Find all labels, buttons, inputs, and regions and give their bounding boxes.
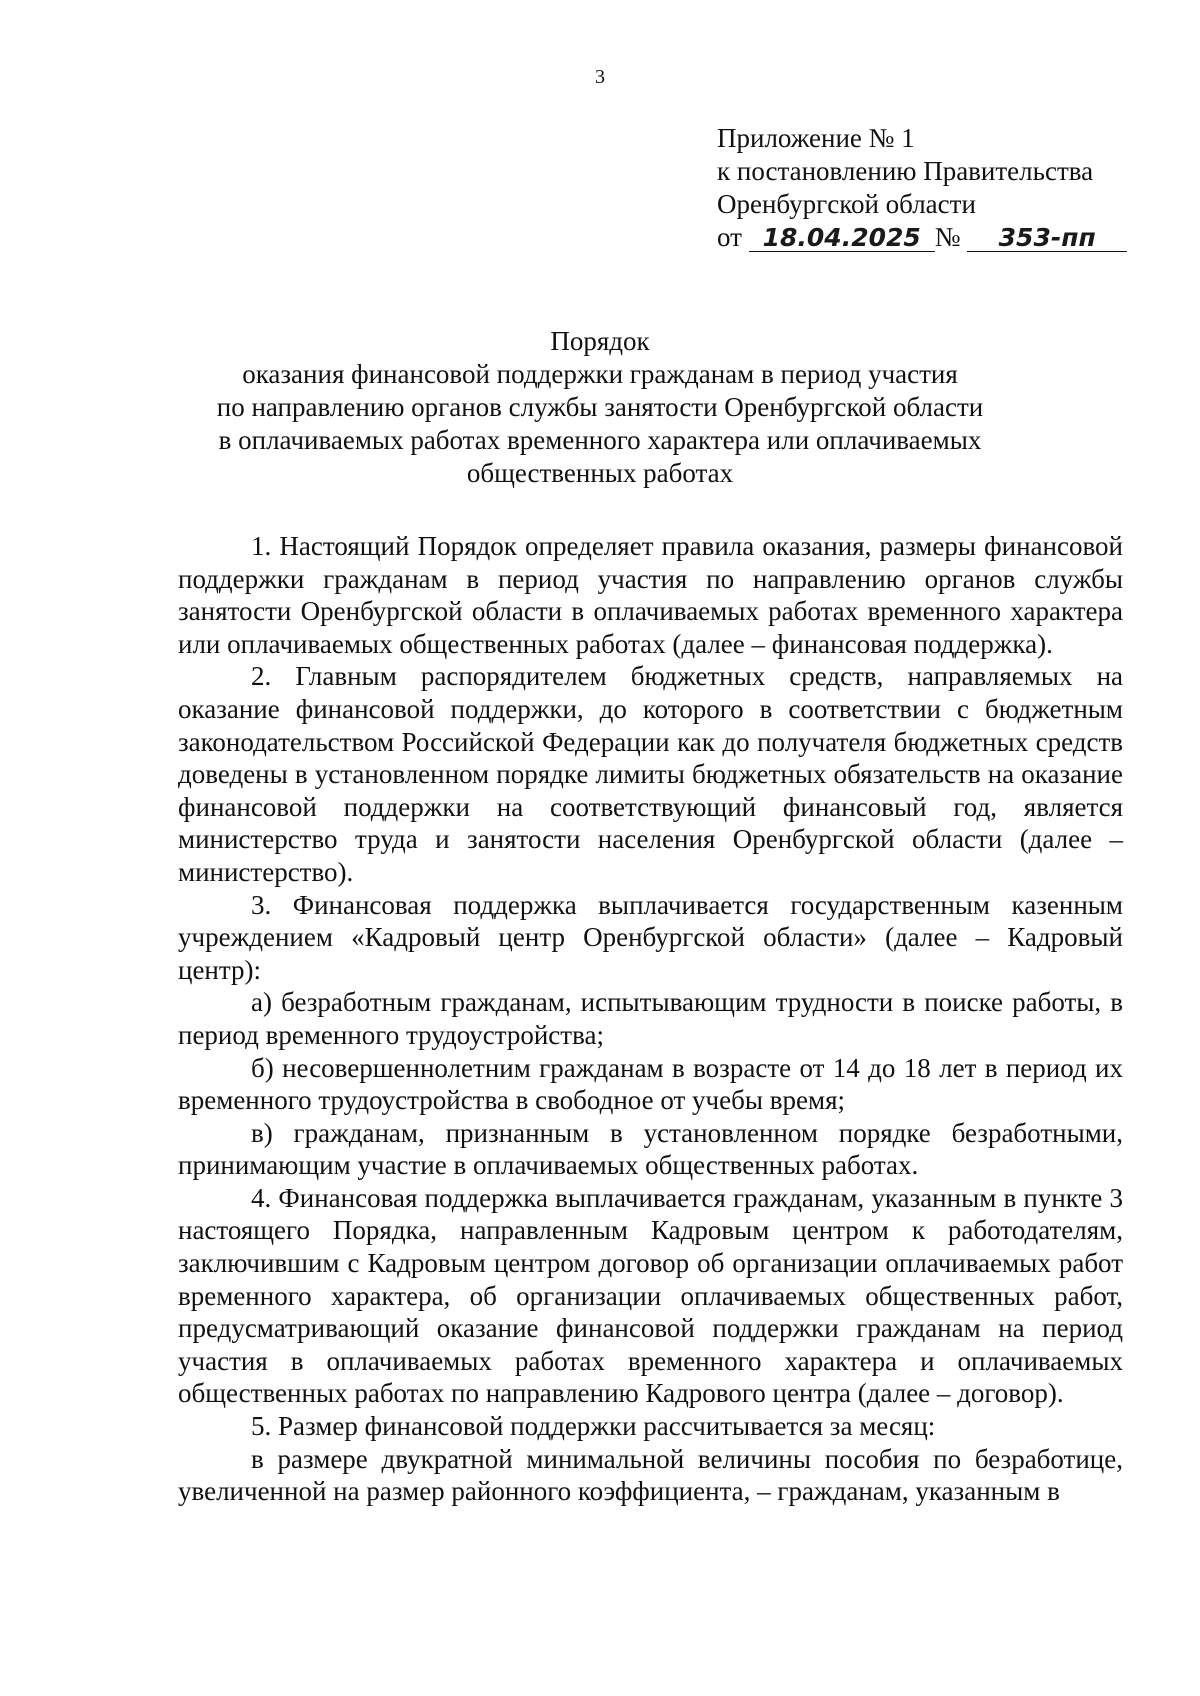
document-body (178, 530, 1123, 1508)
document-title (0, 325, 1200, 490)
paragraph-4: 4. Финансовая поддержка выплачивается гражданам, указанным в пункте 3 настоящего Порядка, направленным Кадровым центром к работодателям, заключившим с Кадровым центром договор об организации оплачиваемых работ временного характера, об организации оплачиваемых общественных работ, предусматривающий оказание финансовой поддержки гражданам на период участия в оплачиваемых работах временного характера и оплачиваемых общественных работах по направлению Кадрового центра (далее – договор). (178, 1182, 1123, 1409)
paragraph-5: 5. Размер финансовой поддержки рассчитывается за месяц: (251, 1411, 936, 1442)
handwritten-date: 18.04.2025 (749, 225, 935, 252)
title-line-3: в оплачиваемых работах временного характера или оплачиваемых (218, 425, 982, 455)
page-number: 3 (595, 66, 605, 88)
paragraph-1: 1. Настоящий Порядок определяет правила оказания, размеры финансовой поддержки гражданам в период участия по направлению органов службы занятости Оренбургской области в оплачиваемых работах временного характера или оплачиваемых общественных работах (далее – финансовая поддержка). (178, 531, 1123, 659)
paragraph-5-continued: в размере двукратной минимальной величины пособия по безработице, увеличенной на размер районного коэффициента, – гражданам, указанным в (178, 1443, 1123, 1507)
number-label: № (934, 222, 961, 252)
from-label: от (717, 222, 742, 252)
title-line-4: общественных работах (466, 458, 734, 488)
title-line-1: оказания финансовой поддержки гражданам в период участия (242, 359, 958, 389)
paragraph-3b: б) несовершеннолетним гражданам в возрасте от 14 до 18 лет в период их временного трудоустройства в свободное от учебы время; (178, 1052, 1123, 1116)
paragraph-3a: а) безработным гражданам, испытывающим трудности в поиске работы, в период временного трудоустройства; (178, 987, 1123, 1050)
appendix-line-2: к постановлению Правительства (717, 156, 1094, 186)
title-line-2: по направлению органов службы занятости Оренбургской области (216, 392, 984, 422)
paragraph-2: 2. Главным распорядителем бюджетных средств, направляемых на оказание финансовой поддержки, до которого в соответствии с бюджетным законодательством Российской Федерации как до получателя бюджетных средств доведены в установленном порядке лимиты бюджетных обязательств на оказание финансовой поддержки на соответствующий финансовый год, является министерство труда и занятости населения Оренбургской области (далее – министерство). (178, 661, 1123, 887)
appendix-block (717, 122, 1127, 254)
paragraph-3c: в) гражданам, признанным в установленном порядке безработными, принимающим участие в оплачиваемых общественных работах. (178, 1117, 1123, 1181)
paragraph-3: 3. Финансовая поддержка выплачивается государственным казенным учреждением «Кадровый центр Оренбургской области» (далее – Кадровый центр): (178, 889, 1123, 985)
appendix-line-3: Оренбургской области (717, 189, 976, 219)
appendix-date-line (717, 221, 1127, 254)
handwritten-number: 353-пп (967, 225, 1127, 252)
appendix-line-1: Приложение № 1 (717, 123, 915, 153)
title-heading: Порядок (550, 326, 650, 356)
